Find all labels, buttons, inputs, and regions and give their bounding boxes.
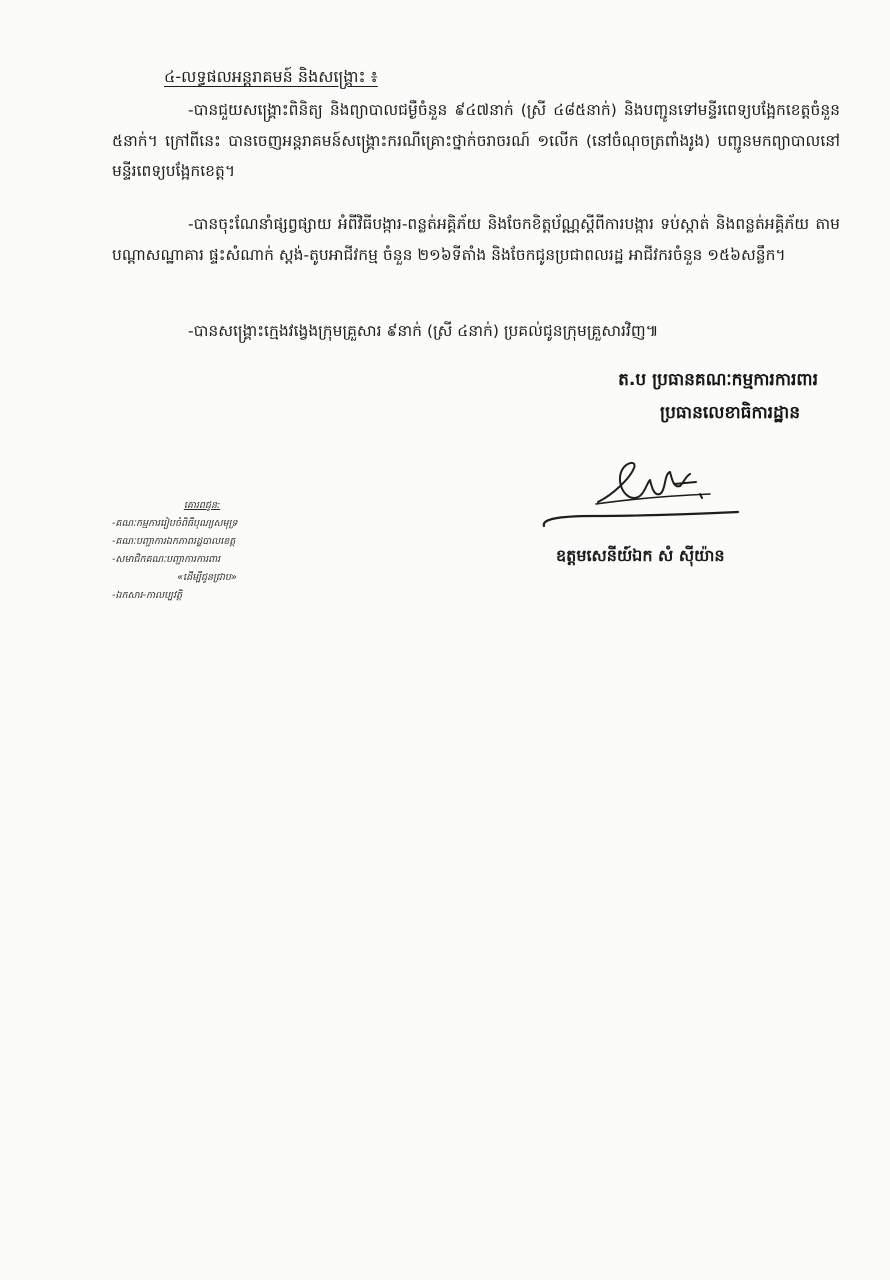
- cc-item-note: «ដើម្បីជូនជ្រាប»: [177, 572, 237, 583]
- cc-item: -សមាជិកគណៈបញ្ជាការការពារ: [112, 554, 221, 565]
- signature-title-line1: ត.ប ប្រធានគណៈកម្មការការពារ: [618, 370, 818, 390]
- paragraph-text: -បានចុះណែនាំផ្សព្វផ្សាយ អំពីវិធីបង្ការ-ពន្លត់អគ្គិភ័យ និងចែកខិត្តប័ណ្ណស្តីពីការបង្ការ ទប់ស្កាត់ និងពន្លត់អគ្គិភ័យ តាមបណ្តាសណ្ឋាគារ ផ្ទះសំណាក់ ស្តង់-តូបអាជីវកម្ម ចំនួន ២១៦ទីតាំង និងចែកជូនប្រជាពលរដ្ឋ អាជីវករចំនួន ១៥៦សន្លឹក។: [112, 215, 840, 264]
- cc-title: គោរពជូន:: [183, 500, 221, 511]
- cc-item: -គណៈបញ្ជាការឯកភាពរដ្ឋបាលខេត្ត: [112, 536, 236, 547]
- cc-item: -គណៈកម្មការរៀបចំពិធីបុណ្យសមុទ្រ: [112, 518, 238, 529]
- paragraph-text: -បានសង្គ្រោះក្មេងវង្វេងក្រុមគ្រួសារ ៩នាក់ (ស្រី ៤នាក់) ប្រគល់ជូនក្រុមគ្រួសារវិញ៕: [188, 322, 659, 340]
- signer-name: ឧត្តមសេនីយ៍ឯក សំ ស៊ីយ៉ាន: [556, 546, 725, 565]
- handwritten-signature: [534, 454, 744, 534]
- section-heading: ៤-លទ្ធផលអន្តរាគមន៍ និងសង្គ្រោះ ៖: [164, 67, 378, 86]
- paragraph-text: -បានជួយសង្គ្រោះពិនិត្យ និងព្យាបាលជម្ងឺចំនួន ៩៤៧នាក់ (ស្រី ៤៨៥នាក់) និងបញ្ជូនទៅមន្ទីរពេទ្យបង្អែកខេត្តចំនួន ៥នាក់។ ក្រៅពីនេះ បានចេញអន្តរាគមន៍សង្គ្រោះករណីគ្រោះថ្នាក់ចរាចរណ៍ ១លើក (នៅចំណុចត្រពាំងរូង) បញ្ជូនមកព្យាបាលនៅមន្ទីរពេទ្យបង្អែកខេត្ត។: [112, 101, 840, 180]
- cc-item: -ឯកសារ-កាលប្បវត្តិ: [112, 590, 182, 601]
- paragraph-rescue-results: [112, 95, 840, 187]
- paragraph-fire-prevention: [112, 209, 840, 270]
- carbon-copy-list: [112, 497, 302, 605]
- paragraph-lost-children: [112, 316, 840, 347]
- signature-title-line2: ប្រធានលេខាធិការដ្ឋាន: [660, 403, 800, 423]
